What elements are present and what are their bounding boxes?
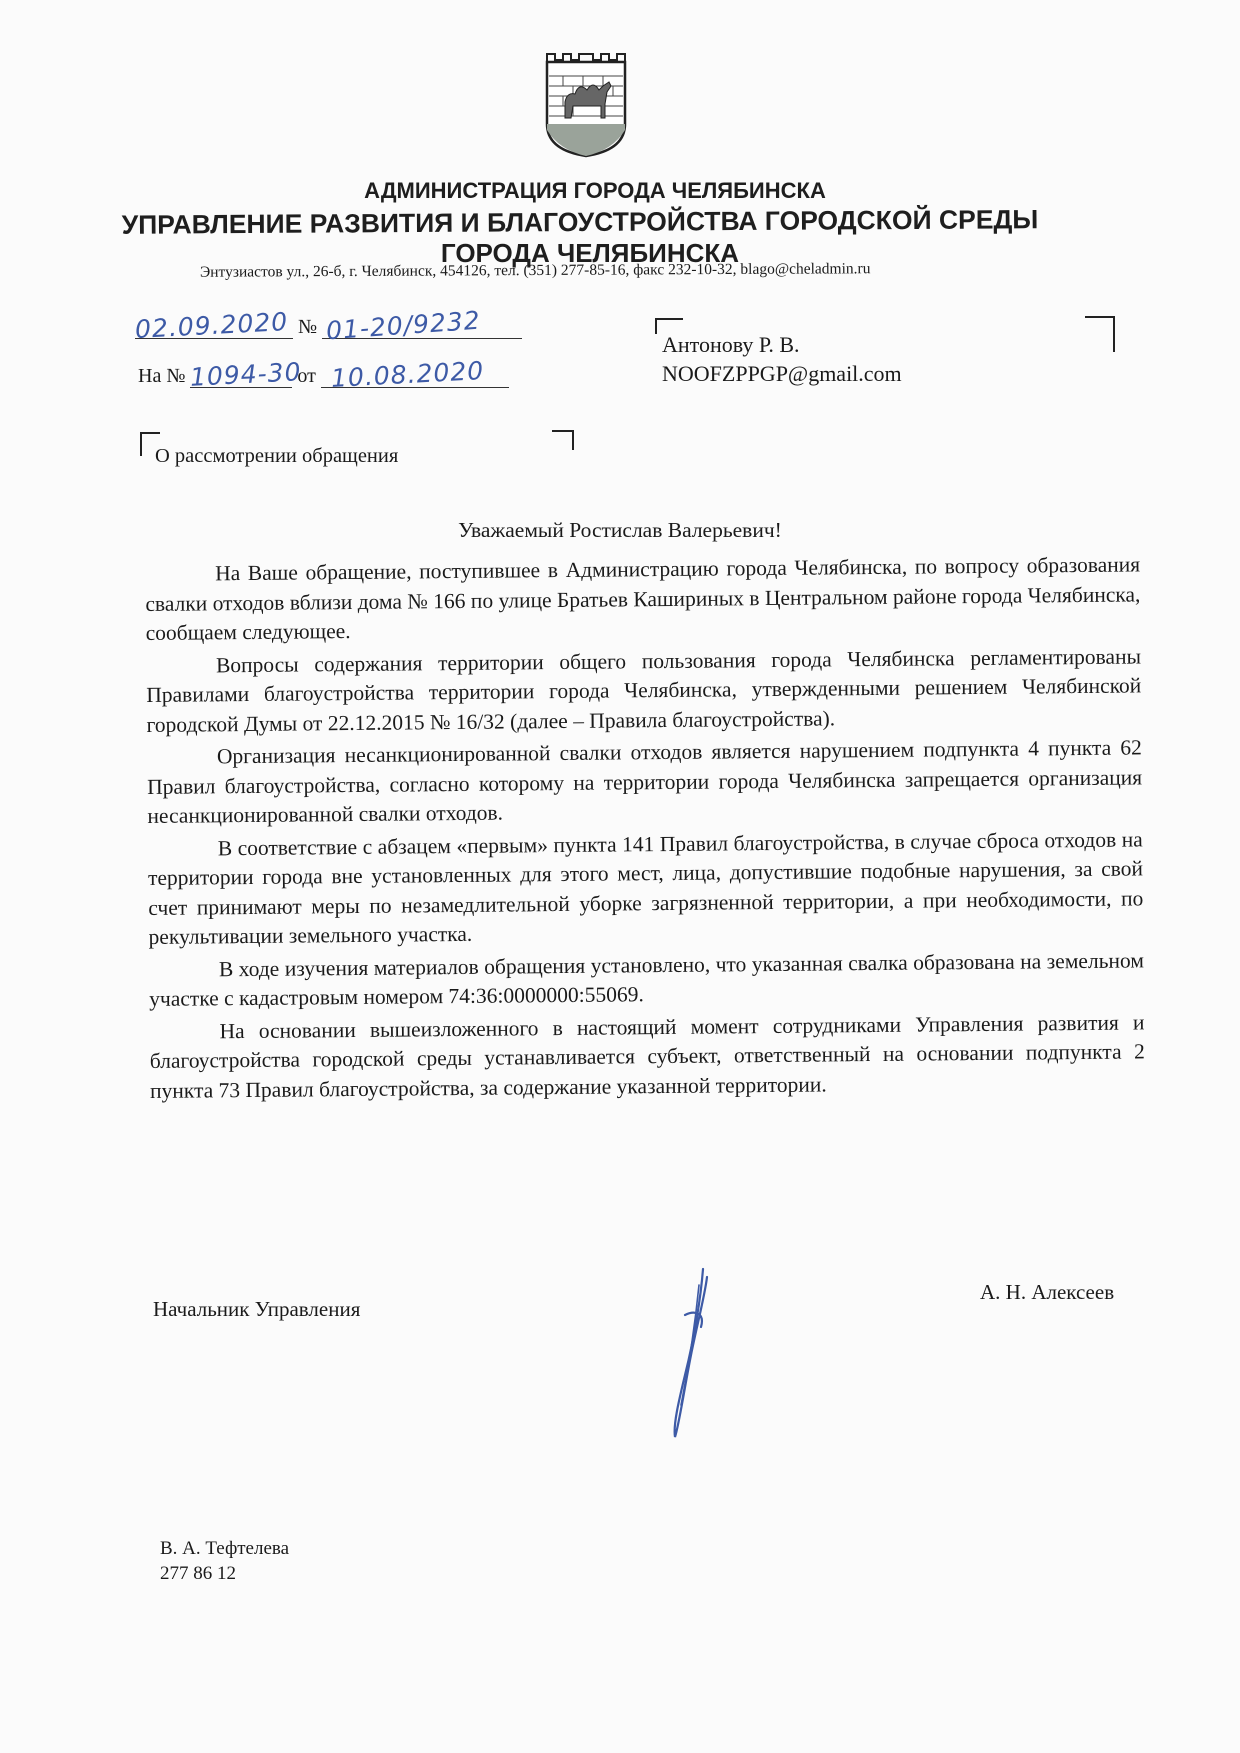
ref-number: 1094-30 <box>189 357 303 392</box>
signatory-name: А. Н. Алексеев <box>980 1280 1115 1304</box>
executor-phone: 277 86 12 <box>160 1563 236 1584</box>
recipient-email: NOOFZPPGP@gmail.com <box>662 361 902 386</box>
recipient-name: Антонову Р. В. <box>662 332 800 357</box>
recipient-block <box>662 330 902 388</box>
department-title: УПРАВЛЕНИЕ РАЗВИТИЯ И БЛАГОУСТРОЙСТВА ГОРОДСКОЙ СРЕДЫ <box>121 204 1039 240</box>
signatory-title: Начальник Управления <box>153 1297 361 1321</box>
paragraph: На основании вышеизложенного в настоящий момент сотрудниками Управления развития и благоустройства городской среды устанавливается субъект, ответственный на основании подпункта 2 пункта 73 Правил благоустройства, за содержание указанной территории. <box>149 1009 1145 1103</box>
paragraph: На Ваше обращение, поступившее в Администрацию города Челябинска, по вопросу образования свалки отходов вблизи дома № 166 по улице Братьев Кашириных в Центральном районе города Челябинска, сообщаем следующее. <box>145 552 1141 645</box>
paragraph: В соответствие с абзацем «первым» пункта 141 Правил благоустройства, в случае сброса отходов на территории города вне установленных для этого мест, лица, допустившие подобные нарушения, за свой счет принимают меры по незамедлительной уборке загрязненной территории, а при необходимости, по рекультивации земельного участка. <box>147 826 1144 949</box>
ref-date: 10.08.2020 <box>330 356 485 393</box>
department-address: Энтузиастов ул., 26-б, г. Челябинск, 454126, тел. (351) 277-85-16, факс 232-10-32, blago@cheladmin.ru <box>199 260 871 281</box>
city-emblem <box>543 52 629 158</box>
ref-label: На № <box>138 365 186 387</box>
number-label: № <box>298 316 318 338</box>
letter-body <box>145 550 1145 1109</box>
recipient-corner-right <box>1085 316 1115 352</box>
paragraph: Организация несанкционированной свалки отходов является нарушением подпункта 4 пункта 62 Правил благоустройства, согласно которому на территории города Челябинска запрещается организация несанкционированной свалки отходов. <box>147 735 1143 828</box>
executor-block <box>160 1536 289 1586</box>
greeting: Уважаемый Ростислав Валерьевич! <box>458 518 782 542</box>
executor-name: В. А. Тефтелева <box>160 1538 290 1559</box>
letter-subject: О рассмотрении обращения <box>155 445 399 467</box>
outgoing-number: 01-20/9232 <box>325 305 482 346</box>
subject-corner-right <box>552 430 574 450</box>
handwritten-signature <box>655 1265 745 1445</box>
incoming-reference <box>138 356 509 393</box>
paragraph: В ходе изучения материалов обращения установлено, что указанная свалка образована на земельном участке с кадастровым номером 74:36:0000000:55069. <box>149 947 1145 1011</box>
outgoing-registration <box>134 305 522 346</box>
outgoing-date: 02.09.2020 <box>134 307 289 344</box>
paragraph: Вопросы содержания территории общего пользования города Челябинска регламентированы Правилами благоустройства территории города Челябинска, утвержденными решением Челябинской городской Думы от 22.12.2015 № 16/32 (далее – Правила благоустройства). <box>146 643 1142 737</box>
administration-title: АДМИНИСТРАЦИЯ ГОРОДА ЧЕЛЯБИНСКА <box>364 178 826 203</box>
ref-from-label: от <box>297 365 316 387</box>
department-city: ГОРОДА ЧЕЛЯБИНСКА <box>440 238 740 268</box>
